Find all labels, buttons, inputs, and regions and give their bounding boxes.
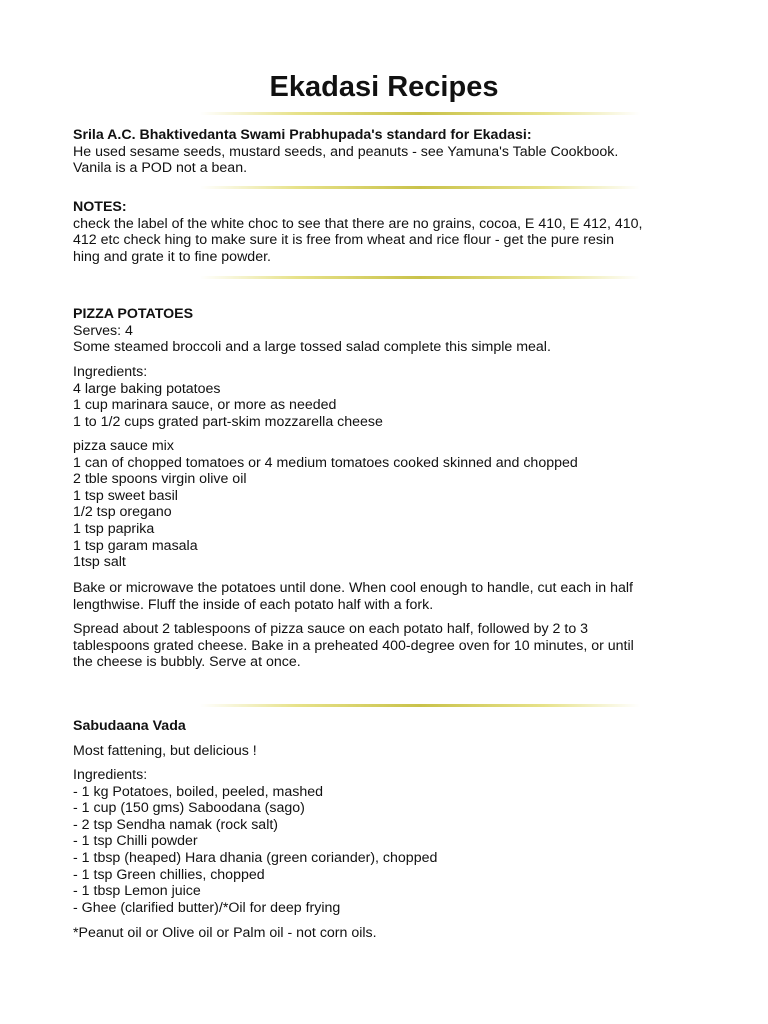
standard-line: Vanila is a POD not a bean. xyxy=(73,160,248,177)
divider-title xyxy=(200,112,640,115)
divider-notes xyxy=(200,276,640,279)
pizza-sauce-label: pizza sauce mix xyxy=(73,438,174,454)
standard-line: He used sesame seeds, mustard seeds, and peanuts - see Yamuna's Table Cookbook. xyxy=(73,143,619,160)
vada-ingredient: - 2 tsp Sendha namak (rock salt) xyxy=(73,816,279,833)
notes-section xyxy=(73,199,703,265)
pizza-sauce-item: 1 tsp sweet basil xyxy=(73,487,178,504)
vada-ingredient: - 1 cup (150 gms) Saboodana (sago) xyxy=(73,800,305,817)
vada-intro: Most fattening, but delicious ! xyxy=(73,743,257,759)
standard-section xyxy=(73,127,703,177)
vada-ingredient: - 1 tbsp Lemon juice xyxy=(73,883,201,900)
vada-ingredients xyxy=(73,767,703,916)
pizza-sauce-item: 2 tble spoons virgin olive oil xyxy=(73,471,247,488)
pizza-step-line: Bake or microwave the potatoes until done. When cool enough to handle, cut each in half xyxy=(73,580,633,596)
vada-ingredients-label: Ingredients: xyxy=(73,767,148,783)
vada-ingredient: - 1 kg Potatoes, boiled, peeled, mashed xyxy=(73,783,324,800)
notes-line: check the label of the white choc to see that there are no grains, cocoa, E 410, E 412, 410, xyxy=(73,215,643,232)
pizza-step-spread xyxy=(73,621,703,671)
pizza-sauce-item: 1/2 tsp oregano xyxy=(73,504,172,521)
pizza-sauce-item: 1 tsp paprika xyxy=(73,520,155,537)
divider-standard xyxy=(200,186,640,189)
vada-intro-block xyxy=(73,743,703,760)
pizza-step-line: Spread about 2 tablespoons of pizza sauce on each potato half, followed by 2 to 3 xyxy=(73,621,589,637)
notes-heading: NOTES: xyxy=(73,199,127,215)
vada-ingredient: - 1 tbsp (heaped) Hara dhania (green coriander), chopped xyxy=(73,849,438,866)
pizza-step-bake xyxy=(73,580,703,613)
pizza-serves: Serves: 4 xyxy=(73,322,133,339)
page-title: Ekadasi Recipes xyxy=(269,71,499,103)
vada-ingredient: - Ghee (clarified butter)/*Oil for deep frying xyxy=(73,899,341,916)
vada-footnote-block xyxy=(73,925,703,942)
pizza-step-line: the cheese is bubbly. Serve at once. xyxy=(73,654,301,671)
vada-heading: Sabudaana Vada xyxy=(73,718,186,734)
pizza-heading: PIZZA POTATOES xyxy=(73,306,194,322)
pizza-ingredient: 4 large baking potatoes xyxy=(73,380,221,397)
pizza-header xyxy=(73,306,703,356)
pizza-step-line: tablespoons grated cheese. Bake in a preheated 400-degree oven for 10 minutes, or until xyxy=(73,637,634,654)
pizza-ingredient: 1 to 1/2 cups grated part-skim mozzarella cheese xyxy=(73,413,383,430)
vada-header xyxy=(73,718,703,735)
pizza-ingredient: 1 cup marinara sauce, or more as needed xyxy=(73,397,337,414)
pizza-step-line: lengthwise. Fluff the inside of each potato half with a fork. xyxy=(73,596,434,613)
pizza-sauce-item: 1 tsp garam masala xyxy=(73,537,198,554)
notes-line: 412 etc check hing to make sure it is free from wheat and rice flour - get the pure resin xyxy=(73,232,614,249)
pizza-intro: Some steamed broccoli and a large tossed salad complete this simple meal. xyxy=(73,339,551,356)
divider-pizza xyxy=(200,704,640,707)
pizza-ingredients xyxy=(73,364,703,430)
vada-ingredient: - 1 tsp Chilli powder xyxy=(73,833,198,850)
pizza-sauce-item: 1tsp salt xyxy=(73,554,126,571)
vada-ingredient: - 1 tsp Green chillies, chopped xyxy=(73,866,265,883)
standard-heading: Srila A.C. Bhaktivedanta Swami Prabhupada's standard for Ekadasi: xyxy=(73,127,532,143)
vada-footnote: *Peanut oil or Olive oil or Palm oil - not corn oils. xyxy=(73,925,377,941)
notes-line: hing and grate it to fine powder. xyxy=(73,248,271,265)
pizza-sauce-item: 1 can of chopped tomatoes or 4 medium tomatoes cooked skinned and chopped xyxy=(73,454,578,471)
pizza-sauce-mix xyxy=(73,438,703,571)
pizza-ingredients-label: Ingredients: xyxy=(73,364,148,380)
